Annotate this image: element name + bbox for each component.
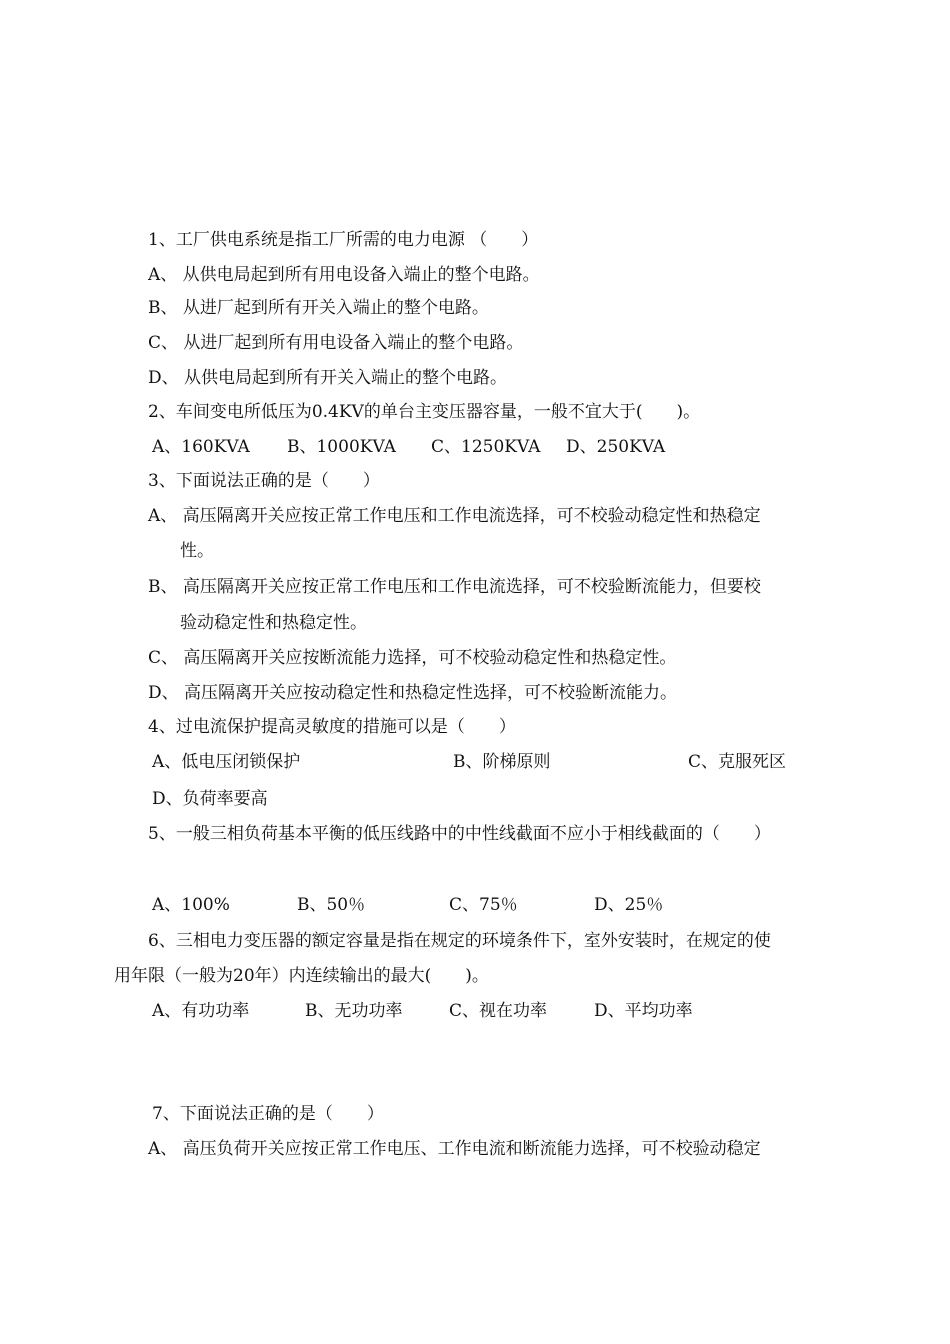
question-7-stem: 7、下面说法正确的是（ ）: [152, 1104, 384, 1124]
question-6-option-d: D、平均功率: [594, 1001, 693, 1021]
question-1-option-b: B、 从进厂起到所有开关入端止的整个电路。: [148, 298, 489, 318]
question-1-option-a: A、 从供电局起到所有用电设备入端止的整个电路。: [148, 265, 540, 285]
question-3-option-b-cont: 验动稳定性和热稳定性。: [180, 613, 367, 633]
question-3-option-c: C、 高压隔离开关应按断流能力选择，可不校验动稳定性和热稳定性。: [148, 648, 677, 668]
question-3-option-d: D、 高压隔离开关应按动稳定性和热稳定性选择，可不校验断流能力。: [148, 683, 678, 703]
question-7-option-a: A、 高压负荷开关应按正常工作电压、工作电流和断流能力选择，可不校验动稳定: [148, 1139, 761, 1159]
question-5-option-d: D、25％: [594, 895, 664, 915]
question-5-stem: 5、一般三相负荷基本平衡的低压线路中的中性线截面不应小于相线截面的（ ）: [148, 824, 771, 844]
question-1-option-d: D、 从供电局起到所有开关入端止的整个电路。: [148, 368, 508, 388]
question-2-option-a: A、160KVA: [152, 437, 250, 457]
question-3-option-b: B、 高压隔离开关应按正常工作电压和工作电流选择，可不校验断流能力，但要校: [148, 577, 761, 597]
question-4-option-c: C、克服死区: [688, 752, 787, 772]
question-5-option-a: A、100%: [152, 895, 230, 915]
question-6-stem-cont: 用年限（一般为20年）内连续输出的最大( )。: [114, 966, 489, 986]
question-1-stem: 1、工厂供电系统是指工厂所需的电力电源 （ ）: [148, 230, 539, 250]
question-4-stem: 4、过电流保护提高灵敏度的措施可以是（ ）: [148, 717, 516, 737]
question-2-option-c: C、1250KVA: [431, 437, 541, 457]
question-6-option-c: C、视在功率: [449, 1001, 548, 1021]
question-3-stem: 3、下面说法正确的是（ ）: [148, 471, 380, 491]
question-2-option-d: D、250KVA: [566, 437, 666, 457]
question-6-option-a: A、有功功率: [152, 1001, 250, 1021]
question-2-option-b: B、1000KVA: [287, 437, 396, 457]
question-4-option-b: B、阶梯原则: [453, 752, 551, 772]
question-4-option-d: D、负荷率要高: [152, 789, 268, 809]
question-2-stem: 2、车间变电所低压为0.4KV的单台主变压器容量，一般不宜大于( )。: [148, 402, 701, 422]
question-3-option-a: A、 高压隔离开关应按正常工作电压和工作电流选择，可不校验动稳定性和热稳定: [148, 506, 761, 526]
question-6-option-b: B、无功功率: [305, 1001, 403, 1021]
question-6-stem: 6、三相电力变压器的额定容量是指在规定的环境条件下，室外安装时，在规定的使: [148, 931, 771, 951]
question-5-option-c: C、75％: [449, 895, 518, 915]
question-1-option-c: C、 从进厂起到所有用电设备入端止的整个电路。: [148, 333, 524, 353]
question-4-option-a: A、低电压闭锁保护: [152, 752, 301, 772]
question-5-option-b: B、50％: [297, 895, 366, 915]
question-3-option-a-cont: 性。: [180, 541, 214, 561]
